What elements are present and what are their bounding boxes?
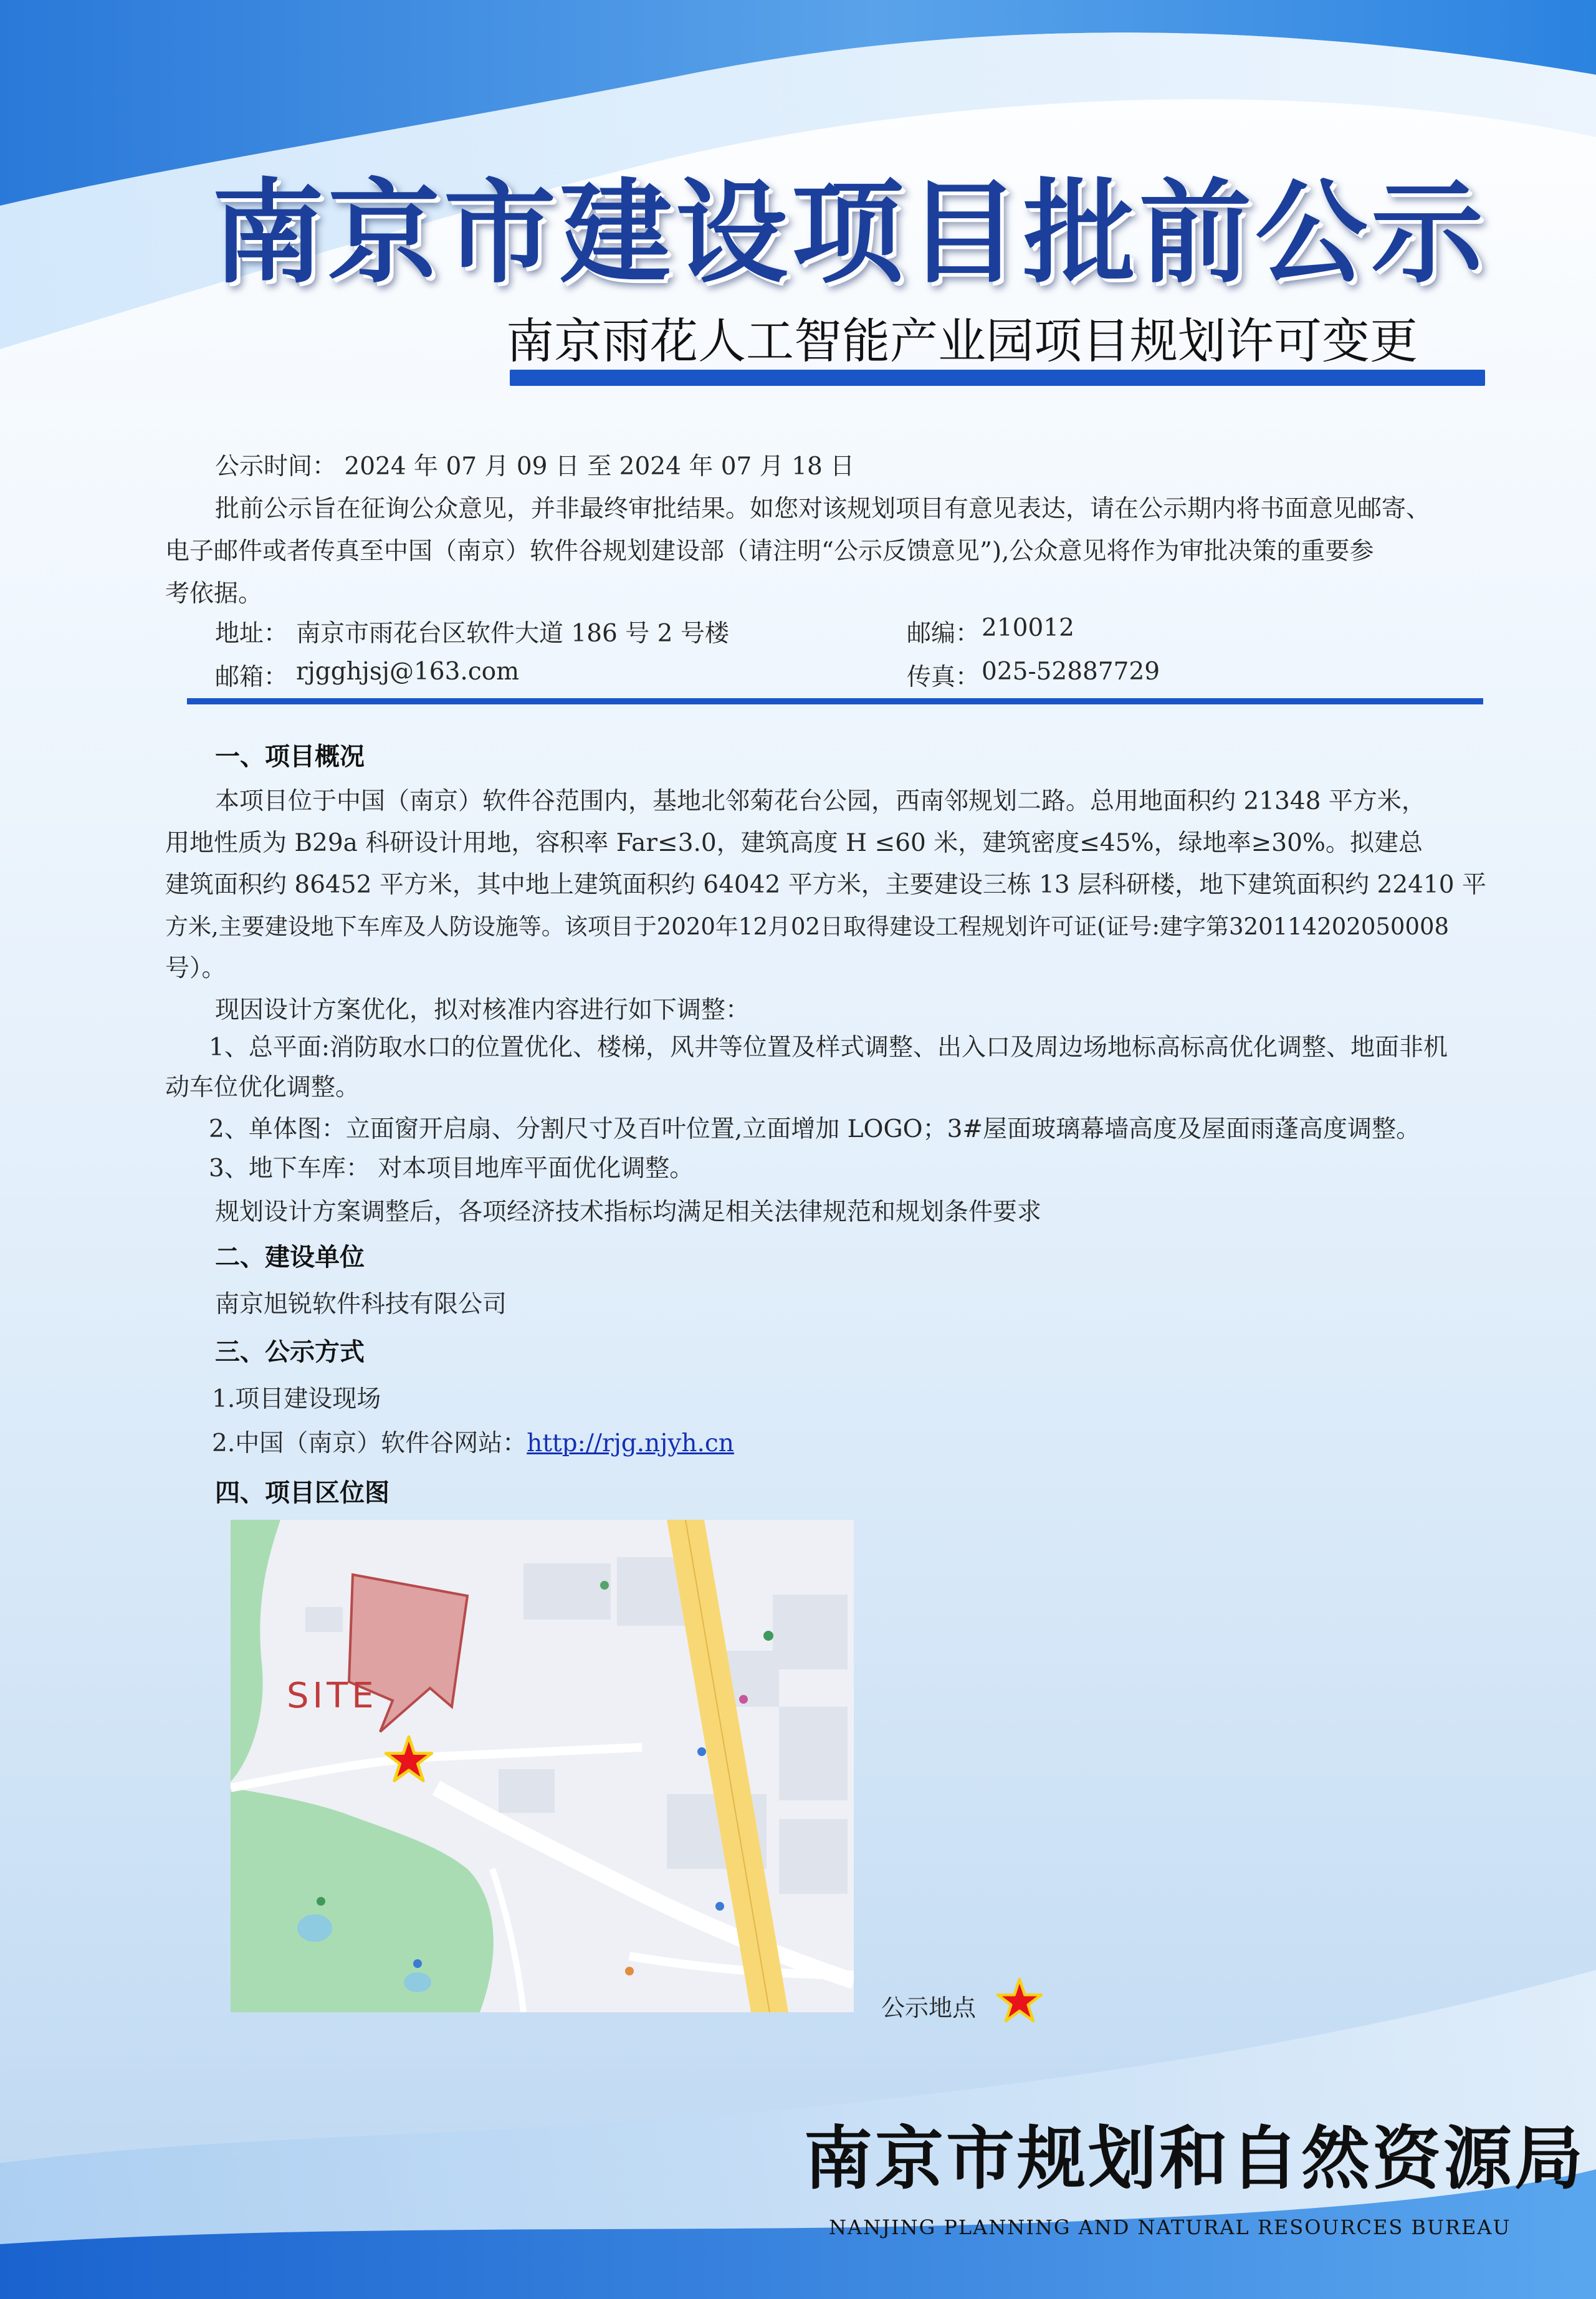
notice-intro-line-3: 考依据。: [165, 580, 263, 608]
page-subtitle: 南京雨花人工智能产业园项目规划许可变更: [506, 314, 1418, 370]
method-item-1: 1.项目建设现场: [212, 1385, 381, 1413]
footer-org-cn: 南京市规划和自然资源局: [804, 2118, 1585, 2199]
fax-label: 传真：: [907, 663, 980, 691]
fax-value: 025-52887729: [982, 658, 1160, 686]
section-heading-method: 三、公示方式: [215, 1338, 365, 1366]
method-item-2-label: 2.中国（南京）软件谷网站：: [212, 1429, 527, 1457]
address-label: 地址：: [215, 620, 289, 648]
method-item-2: [212, 1423, 734, 1464]
overview-line-1: 本项目位于中国（南京）软件谷范围内，基地北邻菊花台公园，西南邻规划二路。总用地面积约 21348 平方米，: [215, 787, 1426, 815]
legend-label: 公示地点: [881, 1994, 977, 2022]
notice-intro-line-1: 批前公示旨在征询公众意见，并非最终审批结果。如您对该规划项目有意见表达，请在公示期内将书面意见邮寄、: [215, 495, 1431, 523]
overview-line-5: 号）。: [165, 954, 226, 982]
location-map[interactable]: [231, 1520, 854, 2012]
overview-line-3: 建筑面积约 86452 平方米，其中地上建筑面积约 64042 平方米，主要建设三栋 13 层科研楼，地下建筑面积约 22410 平: [165, 871, 1486, 899]
site-star-icon: [384, 1735, 434, 1785]
notice-intro-line-2: 电子邮件或者传真至中国（南京）软件谷规划建设部（请注明“公示反馈意见”),公众意见将作为审批决策的重要参: [165, 537, 1374, 565]
adjust-intro: 现因设计方案优化，拟对核准内容进行如下调整：: [215, 996, 750, 1024]
footer-org-en: NANJING PLANNING AND NATURAL RESOURCES BUREAU: [829, 2215, 1511, 2239]
pond-2: [404, 1972, 431, 1992]
adjust-conclusion: 规划设计方案调整后，各项经济技术指标均满足相关法律规范和规划条件要求: [215, 1198, 1042, 1226]
page-title: 南京市建设项目批前公示: [212, 168, 1488, 299]
adjust-item-1-line-2: 动车位优化调整。: [165, 1073, 360, 1102]
site-label: SITE: [287, 1676, 378, 1716]
email-value[interactable]: rjgghjsj@163.com: [296, 658, 520, 686]
section-divider: [187, 698, 1483, 704]
overview-line-2: 用地性质为 B29a 科研设计用地，容积率 Far≤3.0，建筑高度 H ≤60 米，建筑密度≤45%，绿地率≥30%。拟建总: [165, 829, 1423, 857]
legend-star-icon: [996, 1977, 1043, 2025]
adjust-item-2: 2、单体图：立面窗开启扇、分割尺寸及百叶位置,立面增加 LOGO；3#屋面玻璃幕墙高度及屋面雨蓬高度调整。: [209, 1115, 1421, 1143]
postcode-label: 邮编：: [907, 620, 980, 648]
email-label: 邮箱：: [215, 663, 289, 691]
postcode-value: 210012: [982, 614, 1074, 642]
map-image: [231, 1520, 854, 2012]
section-heading-overview: 一、项目概况: [215, 742, 365, 771]
subtitle-underline: [510, 370, 1485, 386]
builder-name: 南京旭锐软件科技有限公司: [215, 1290, 507, 1318]
section-heading-builder: 二、建设单位: [215, 1243, 365, 1272]
overview-line-4: 方米,主要建设地下车库及人防设施等。该项目于2020年12月02日取得建设工程规划许可证(证号:建字第320114202050008: [165, 913, 1450, 940]
adjust-item-1-line-1: 1、总平面:消防取水口的位置优化、楼梯，风井等位置及样式调整、出入口及周边场地标高标高优化调整、地面非机: [209, 1034, 1448, 1062]
website-link[interactable]: http://rjg.njyh.cn: [527, 1429, 734, 1457]
address-value: 南京市雨花台区软件大道 186 号 2 号楼: [296, 620, 729, 648]
adjust-item-3: 3、地下车库： 对本项目地库平面优化调整。: [209, 1154, 694, 1183]
section-heading-location: 四、项目区位图: [215, 1479, 389, 1507]
pond-1: [297, 1914, 332, 1942]
notice-period: 公示时间： 2024 年 07 月 09 日 至 2024 年 07 月 18 日: [215, 453, 855, 481]
